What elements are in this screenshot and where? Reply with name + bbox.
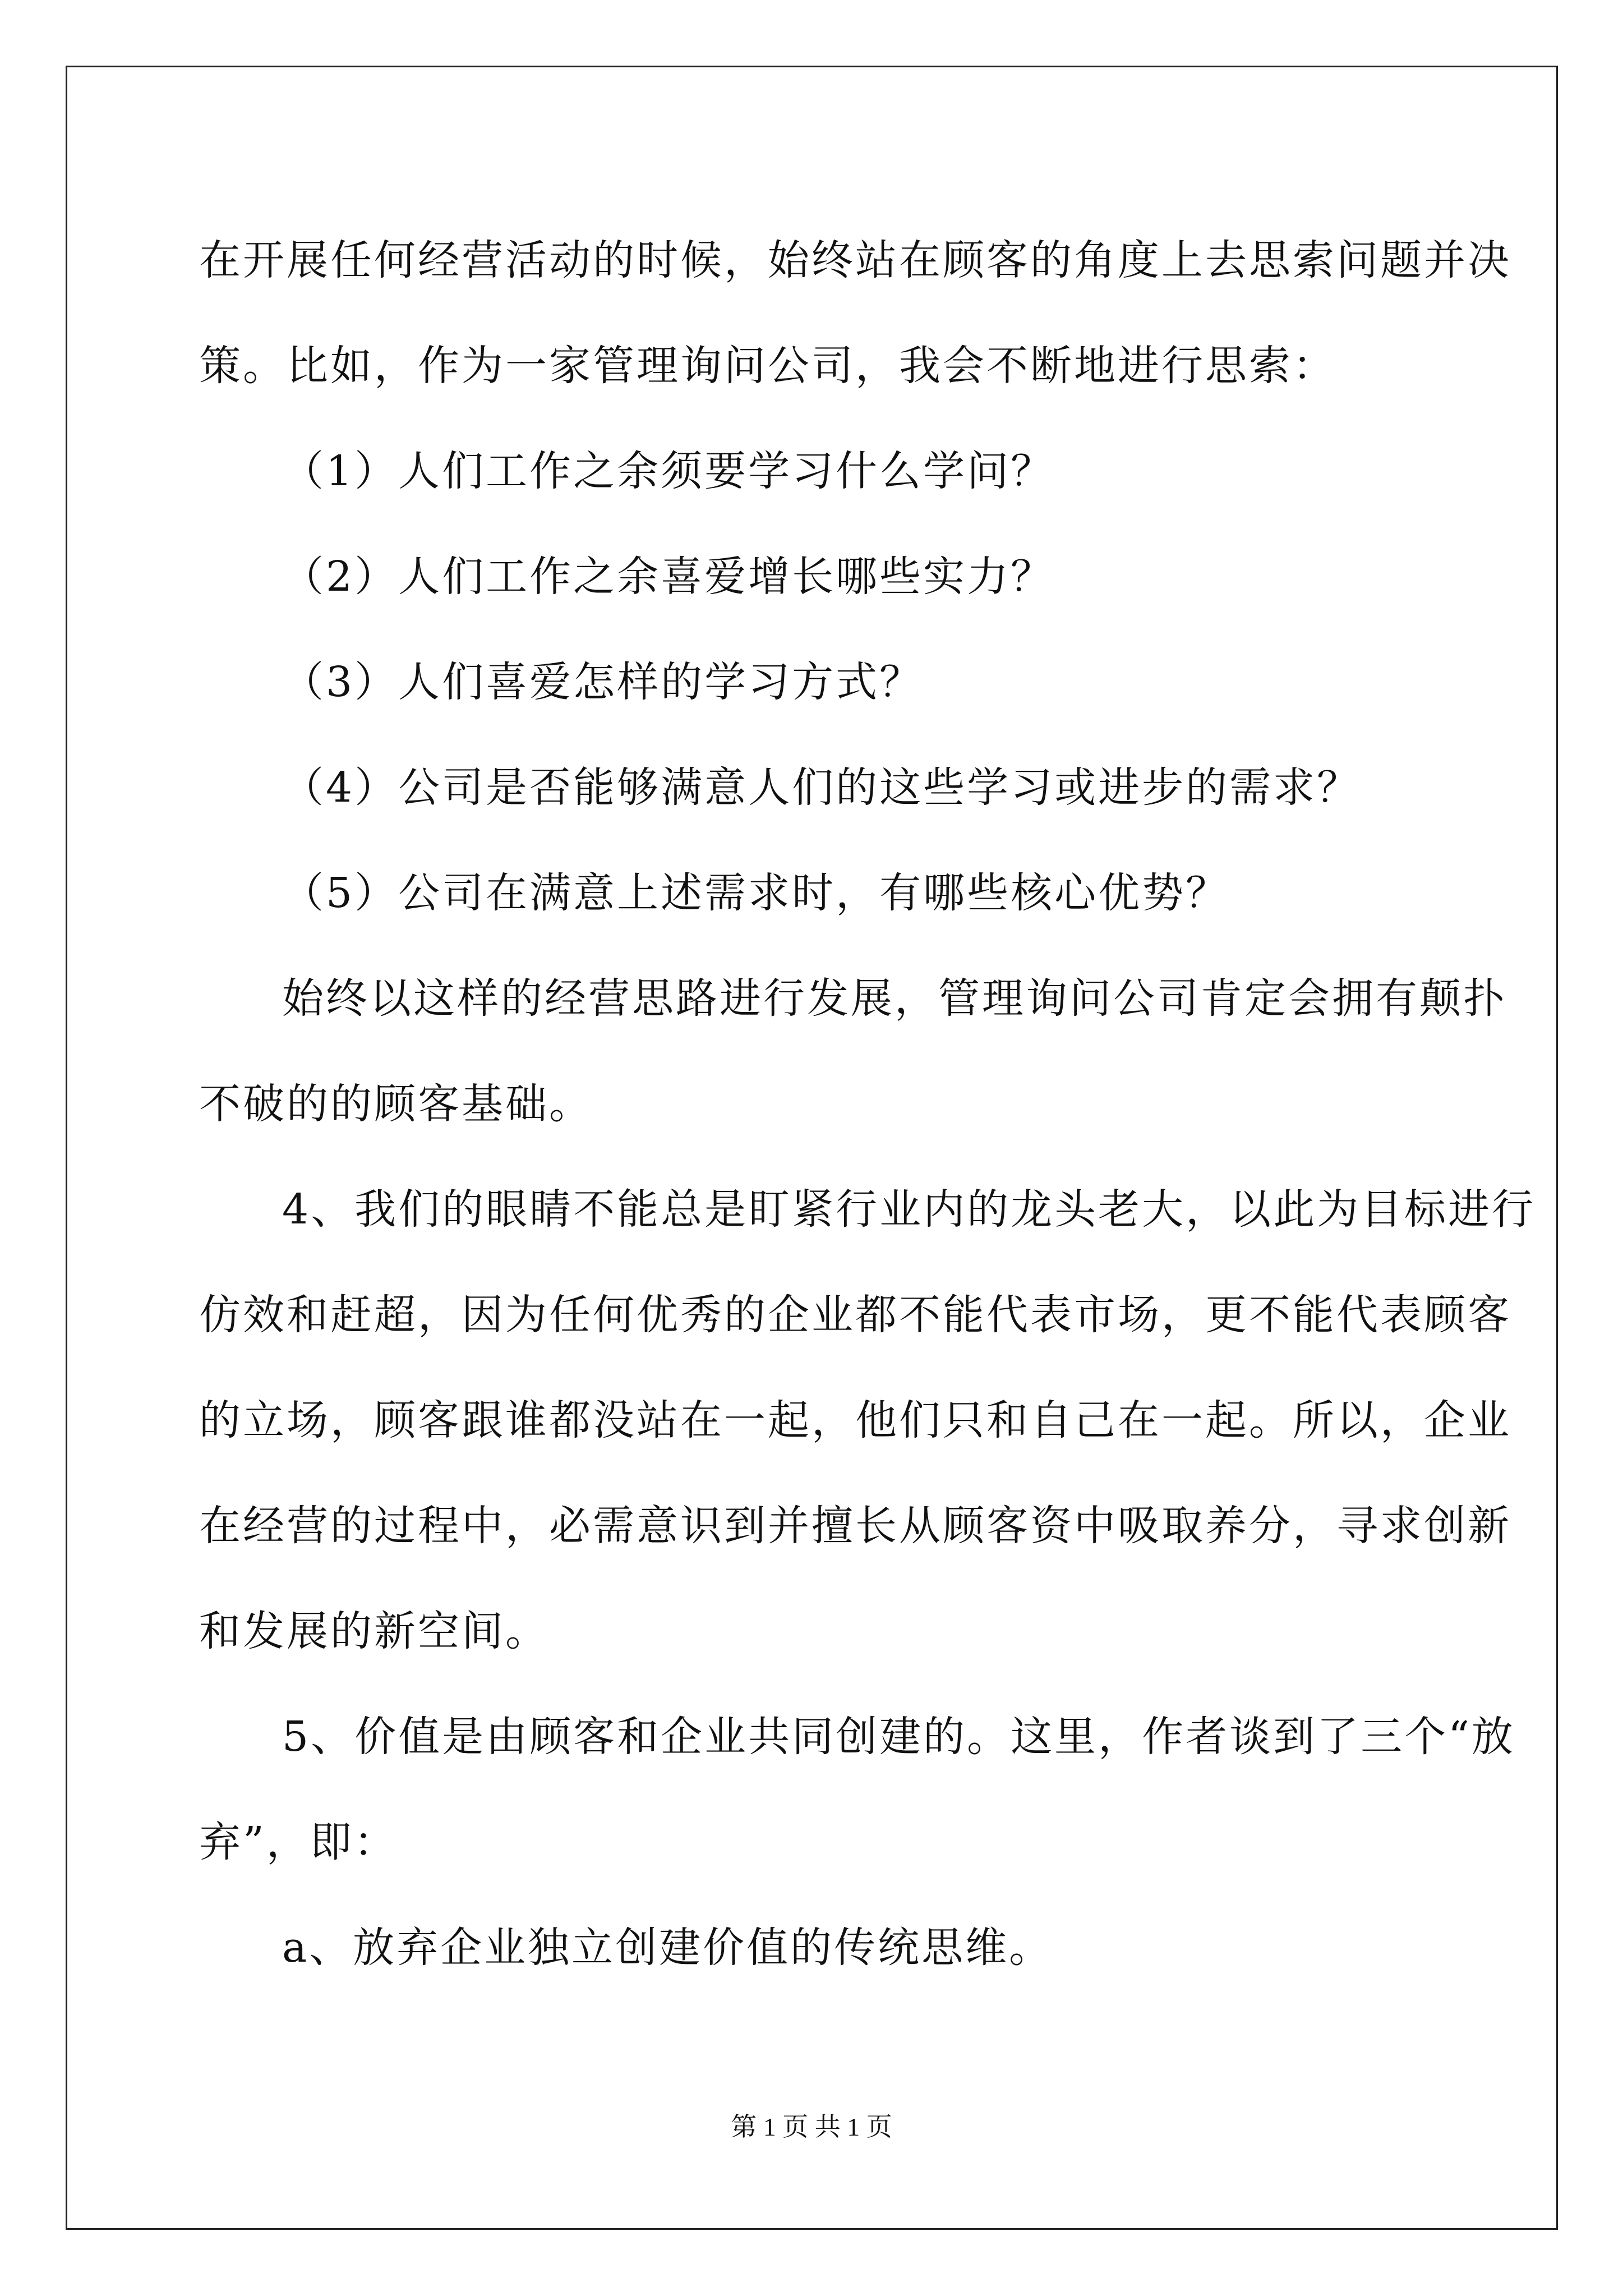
paragraph-line: 5、价值是由顾客和企业共同创建的。这里，作者谈到了三个“放 [282, 1713, 1515, 1761]
paragraph-line: 的立场，顾客跟谁都没站在一起，他们只和自己在一起。所以，企业 [199, 1396, 1511, 1444]
list-item: （4）公司是否能够满意人们的这些学习或进步的需求？ [282, 763, 1361, 812]
paragraph-line: 4、我们的眼睛不能总是盯紧行业内的龙头老大，以此为目标进行 [282, 1185, 1536, 1234]
paragraph-line: 在经营的过程中，必需意识到并擅长从顾客资中吸取养分，寻求创新 [199, 1502, 1511, 1550]
paragraph-line: 策。比如，作为一家管理询问公司，我会不断地进行思索： [199, 342, 1336, 390]
paragraph-line: 在开展任何经营活动的时候，始终站在顾客的角度上去思索问题并决 [199, 236, 1511, 284]
list-item: （5）公司在满意上述需求时，有哪些核心优势？ [282, 869, 1230, 917]
paragraph-line: 和发展的新空间。 [199, 1607, 549, 1655]
paragraph-line: a、放弃企业独立创建价值的传统思维。 [282, 1924, 1053, 1972]
list-item: （2）人们工作之余喜爱增长哪些实力？ [282, 553, 1055, 601]
paragraph-line: 始终以这样的经营思路进行发展，管理询问公司肯定会拥有颠扑 [282, 974, 1507, 1023]
paragraph-line: 弃”，即： [199, 1818, 398, 1866]
paragraph-line: 仿效和赶超，因为任何优秀的企业都不能代表市场，更不能代表顾客 [199, 1291, 1511, 1339]
page-footer: 第 1 页 共 1 页 [731, 2113, 892, 2141]
paragraph-line: 不破的的顾客基础。 [199, 1080, 593, 1128]
list-item: （1）人们工作之余须要学习什么学问？ [282, 447, 1055, 495]
document-body [199, 208, 1536, 2000]
list-item: （3）人们喜爱怎样的学习方式？ [282, 658, 924, 706]
